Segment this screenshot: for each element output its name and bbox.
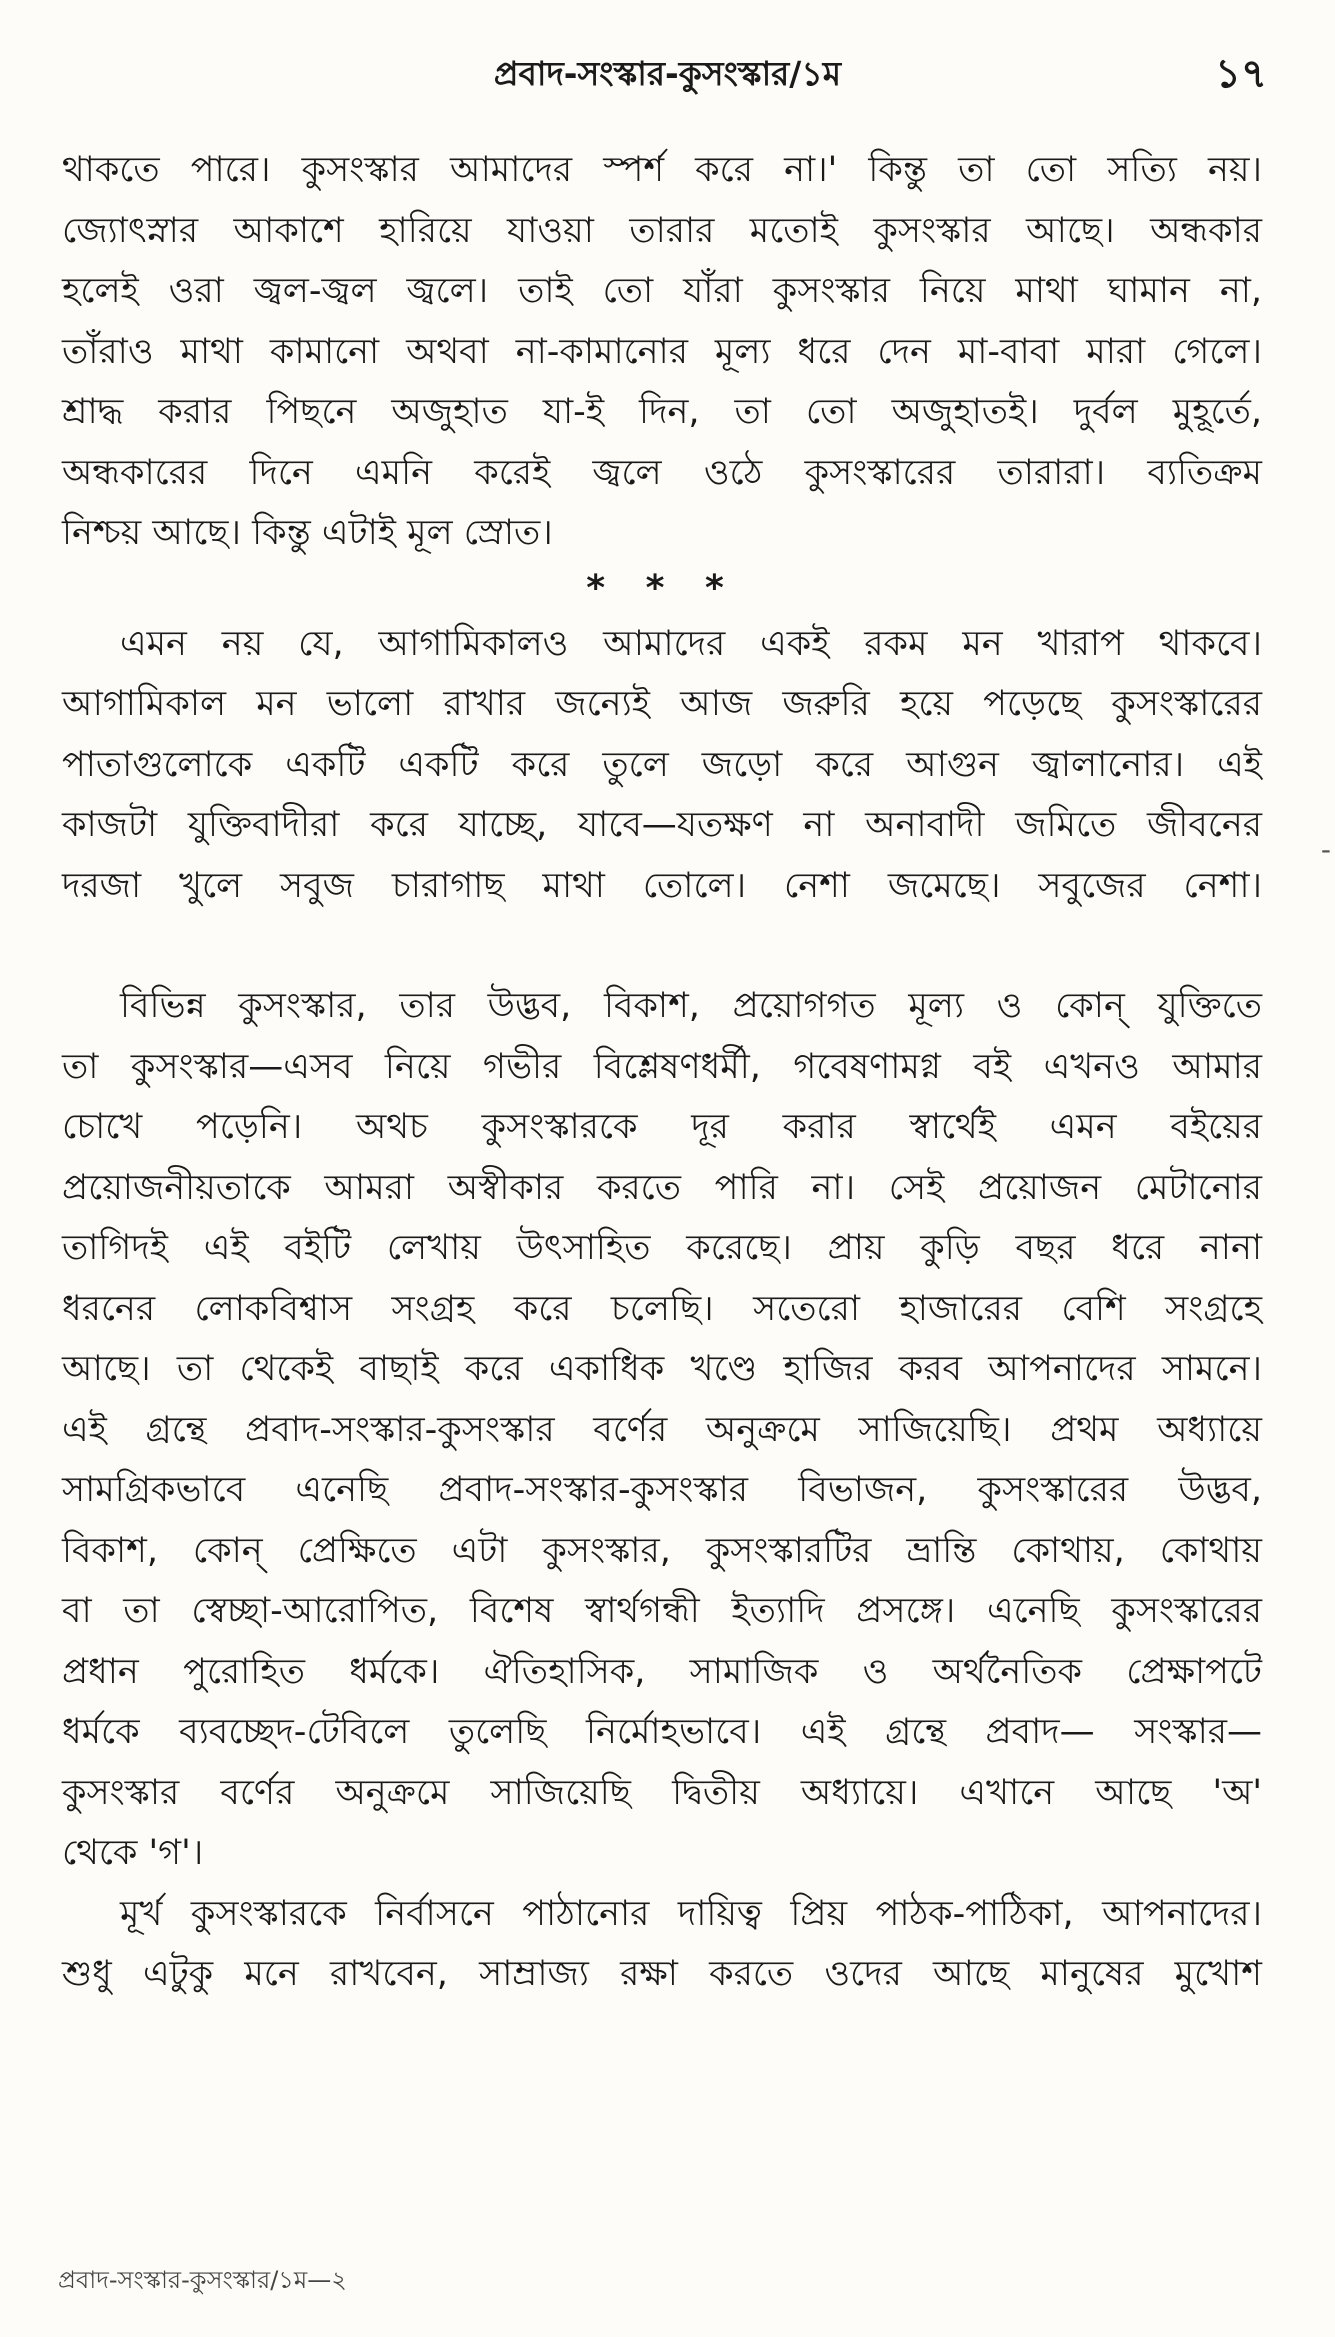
text-line: তা কুসংস্কার—এসব নিয়ে গভীর বিশ্লেষণধর্মী, গবেষণামগ্ন বই এখনও আমার [62,1046,1262,1087]
paragraph-2 [62,614,1262,917]
text-line: সামগ্রিকভাবে এনেছি প্রবাদ-সংস্কার-কুসংস্কার বিভাজন, কুসংস্কারের উদ্ভব, [62,1470,1262,1510]
text-line: থেকে 'গ'। [62,1833,204,1873]
text-line: মূর্খ কুসংস্কারকে নির্বাসনে পাঠানোর দায়িত্ব প্রিয় পাঠক-পাঠিকা, আপনাদের। [120,1893,1262,1934]
section-separator: * * * [586,567,738,609]
text-line: বিকাশ, কোন্ প্রেক্ষিতে এটা কুসংস্কার, কুসংস্কারটির ভ্রান্তি কোথায়, কোথায় [62,1530,1262,1571]
text-line: তাঁরাও মাথা কামানো অথবা না-কামানোর মূল্য ধরে দেন মা-বাবা মারা গেলে। [62,331,1262,372]
running-title: প্রবাদ-সংস্কার-কুসংস্কার/১ম [493,54,842,93]
footer-signature: প্রবাদ-সংস্কার-কুসংস্কার/১ম—২ [58,2266,347,2294]
text-line: ধরনের লোকবিশ্বাস সংগ্রহ করে চলেছি। সতেরো হাজারের বেশি সংগ্রহে [62,1288,1262,1329]
text-line: দরজা খুলে সবুজ চারাগাছ মাথা তোলে। নেশা জমেছে। সবুজের নেশা। [62,865,1262,906]
text-line: বিভিন্ন কুসংস্কার, তার উদ্ভব, বিকাশ, প্রয়োগগত মূল্য ও কোন্ যুক্তিতে [120,986,1262,1026]
text-line: শ্রাদ্ধ করার পিছনে অজুহাত যা-ই দিন, তা তো অজুহাতই। দুর্বল মুহূর্তে, [62,392,1262,432]
text-line: থাকতে পারে। কুসংস্কার আমাদের স্পর্শ করে না।' কিন্তু তা তো সত্যি নয়। [62,150,1262,190]
text-line: কাজটা যুক্তিবাদীরা করে যাচ্ছে, যাবে—যতক্ষণ না অনাবাদী জমিতে জীবনের [62,805,1262,845]
text-line: ধর্মকে ব্যবচ্ছেদ-টেবিলে তুলেছি নির্মোহভাবে। এই গ্রন্থে প্রবাদ— সংস্কার— [62,1712,1262,1752]
text-line: শুধু এটুকু মনে রাখবেন, সাম্রাজ্য রক্ষা করতে ওদের আছে মানুষের মুখোশ [62,1954,1262,1994]
page-number: ১৭ [1215,51,1267,97]
body-text [62,140,1262,2005]
text-line: তাগিদই এই বইটি লেখায় উৎসাহিত করেছে। প্রায় কুড়ি বছর ধরে নানা [62,1228,1262,1268]
paragraph-gap [62,916,1262,976]
text-line: প্রধান পুরোহিত ধর্মকে। ঐতিহাসিক, সামাজিক ও অর্থনৈতিক প্রেক্ষাপটে [62,1651,1262,1692]
text-line: অন্ধকারের দিনে এমনি করেই জ্বলে ওঠে কুসংস্কারের তারারা। ব্যতিক্রম [62,452,1262,493]
text-line: পাতাগুলোকে একটি একটি করে তুলে জড়ো করে আগুন জ্বালানোর। এই [62,744,1262,785]
paragraph-3 [62,976,1262,1884]
text-line: চোখে পড়েনি। অথচ কুসংস্কারকে দূর করার স্বার্থেই এমন বইয়ের [62,1107,1262,1147]
paragraph-4 [62,1884,1262,2005]
text-line: প্রয়োজনীয়তাকে আমরা অস্বীকার করতে পারি না। সেই প্রয়োজন মেটানোর [62,1167,1262,1208]
text-line: নিশ্চয় আছে। কিন্তু এটাই মূল স্রোত। [62,513,553,553]
text-line: জ্যোৎস্নার আকাশে হারিয়ে যাওয়া তারার মতোই কুসংস্কার আছে। অন্ধকার [62,210,1262,251]
paragraph-1 [62,140,1262,564]
text-line: এই গ্রন্থে প্রবাদ-সংস্কার-কুসংস্কার বর্ণের অনুক্রমে সাজিয়েছি। প্রথম অধ্যায়ে [62,1409,1262,1450]
text-line: আগামিকাল মন ভালো রাখার জন্যেই আজ জরুরি হয়ে পড়েছে কুসংস্কারের [62,684,1262,724]
text-line: বা তা স্বেচ্ছা-আরোপিত, বিশেষ স্বার্থগন্ধী ইত্যাদি প্রসঙ্গে। এনেছি কুসংস্কারের [62,1591,1262,1631]
text-line: কুসংস্কার বর্ণের অনুক্রমে সাজিয়েছি দ্বিতীয় অধ্যায়ে। এখানে আছে 'অ' [62,1772,1262,1813]
page-header [60,28,1275,108]
text-line: এমন নয় যে, আগামিকালও আমাদের একই রকম মন খারাপ থাকবে। [120,623,1262,664]
text-line: আছে। তা থেকেই বাছাই করে একাধিক খণ্ডে হাজির করব আপনাদের সামনে। [62,1349,1262,1389]
margin-mark: - [1320,833,1331,866]
text-line: হলেই ওরা জ্বল-জ্বল জ্বলে। তাই তো যাঁরা কুসংস্কার নিয়ে মাথা ঘামান না, [62,271,1262,311]
